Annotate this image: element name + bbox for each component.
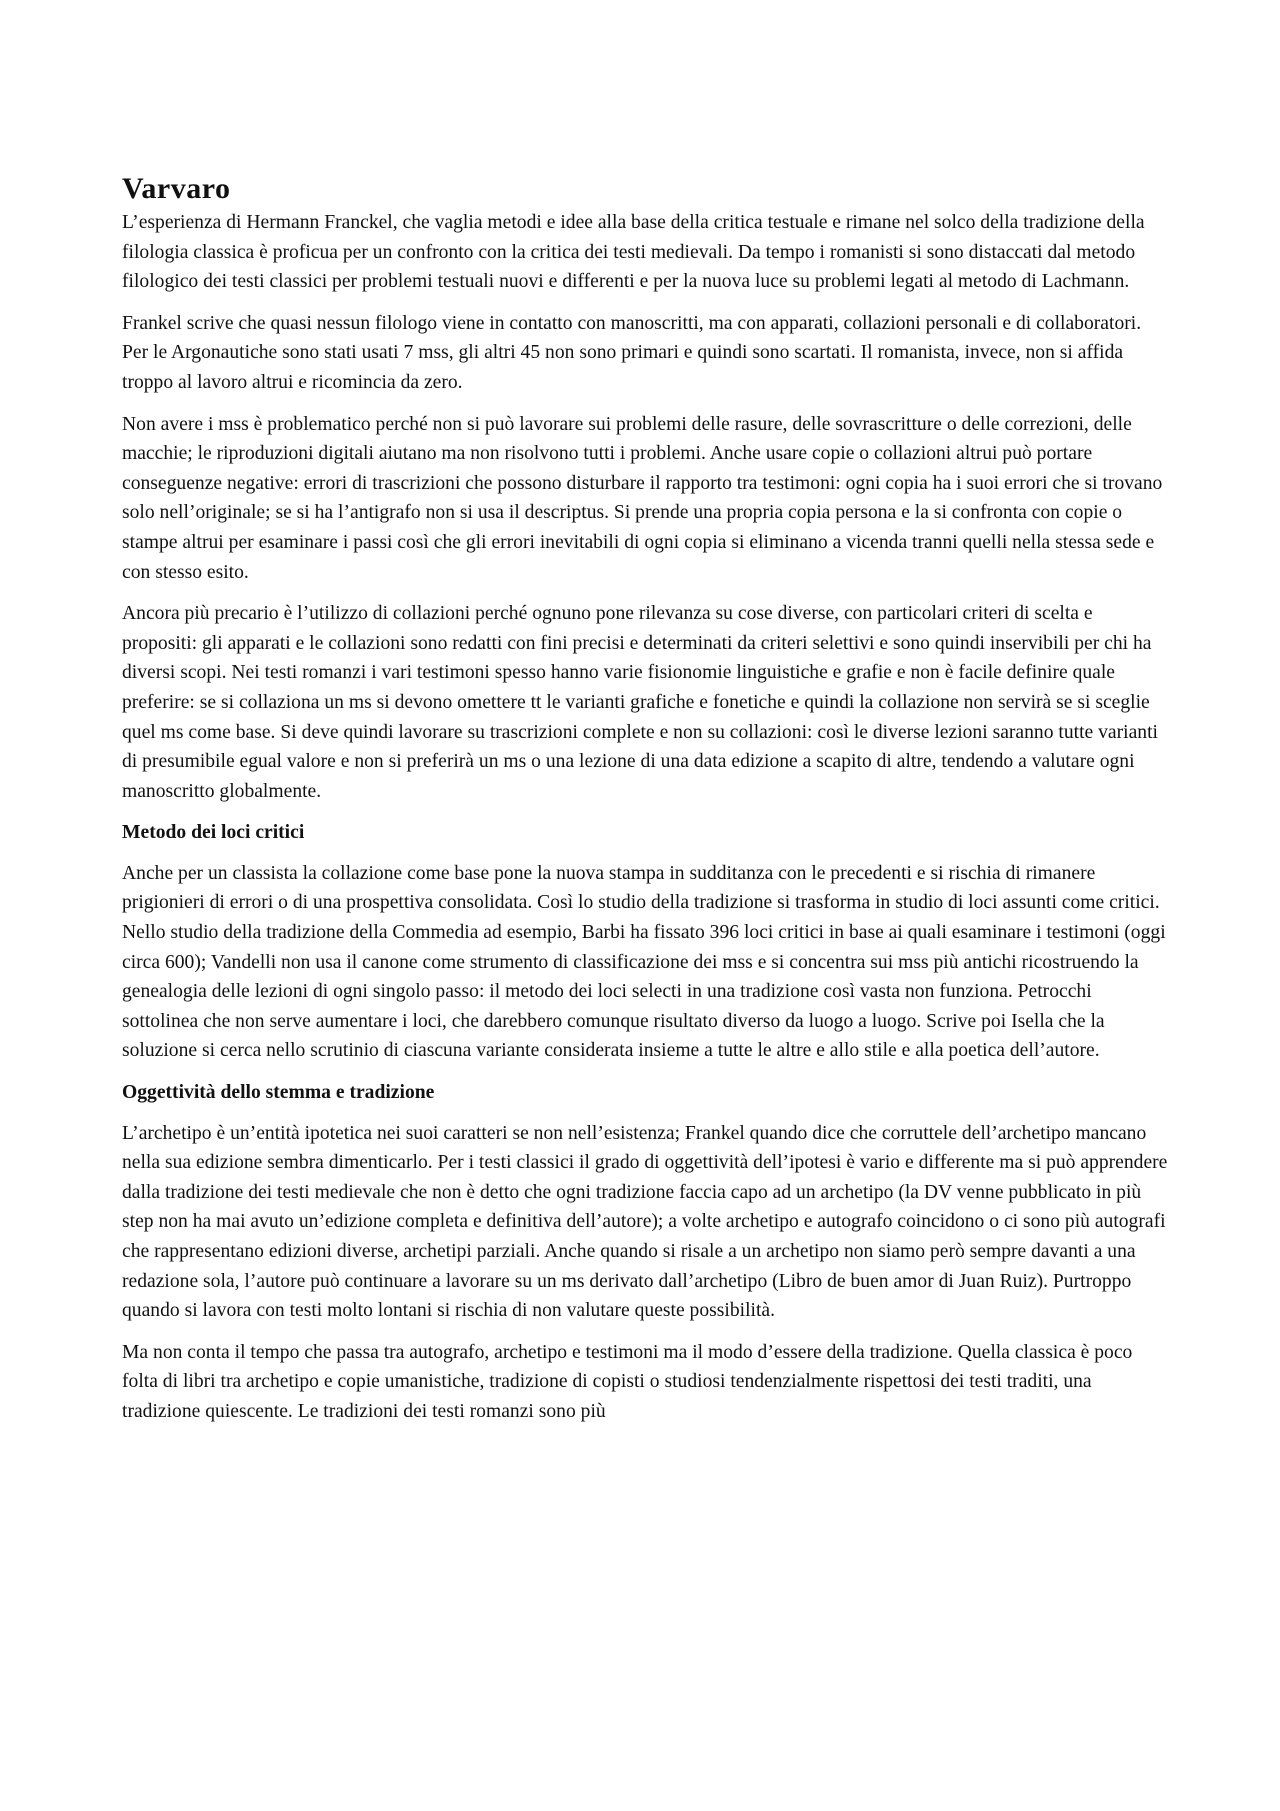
paragraph: Frankel scrive che quasi nessun filologo viene in contatto con manoscritti, ma con apparati, collazioni personali e di collaboratori. Per le Argonautiche sono stati usati 7 mss, gli altri 45 non sono primari e quindi sono scartati. Il romanista, invece, non si affida troppo al lavoro altrui e ricomincia da zero. [122,312,1142,393]
paragraph: Anche per un classista la collazione come base pone la nuova stampa in sudditanza con le precedenti e si rischia di rimanere prigionieri di errori o di una prospettiva consolidata. Così lo studio della tradizione si trasforma in studio di loci assunti come critici. Nello studio della tradizione della Commedia ad esempio, Barbi ha fissato 396 loci critici in base ai quali esaminare i testimoni (oggi circa 600); Vandelli non usa il canone come strumento di classificazione dei mss e si concentra sui mss più antichi ricostruendo la genealogia delle lezioni di ogni singolo passo: il metodo dei loci selecti in una tradizione così vasta non funziona. Petrocchi sottolinea che non serve aumentare i loci, che darebbero comunque risultato diverso da luogo a luogo. Scrive poi Isella che la soluzione si cerca nello scrutinio di ciascuna variante considerata insieme a tutte le altre e allo stile e alla poetica dell’autore. [122,862,1166,1062]
section-heading-loci-critici: Metodo dei loci critici [122,822,305,844]
paragraph: L’esperienza di Hermann Franckel, che vaglia metodi e idee alla base della critica testuale e rimane nel solco della tradizione della filologia classica è proficua per un confronto con la critica dei testi medievali. Da tempo i romanisti si sono distaccati dal metodo filologico dei testi classici per problemi testuali nuovi e differenti e per la nuova luce su problemi legati al metodo di Lachmann. [122,212,1145,293]
paragraph: Ancora più precario è l’utilizzo di collazioni perché ognuno pone rilevanza su cose diverse, con particolari criteri di scelta e propositi: gli apparati e le collazioni sono redatti con fini precisi e determinati da criteri selettivi e sono quindi inservibili per chi ha diversi scopi. Nei testi romanzi i vari testimoni spesso hanno varie fisionomie linguistiche e grafie e non è facile definire quale preferire: se si collaziona un ms si devono omettere tt le varianti grafiche e fonetiche e quindi la collazione non servirà se si sceglie quel ms come base. Si deve quindi lavorare su trascrizioni complete e non su collazioni: così le diverse lezioni saranno tutte varianti di presumibile egual valore e non si preferirà un ms o una lezione di una data edizione a scapito di altre, tendendo a valutare ogni manoscritto globalmente. [122,603,1158,802]
document-title: Varvaro [122,172,231,205]
paragraph: Non avere i mss è problematico perché non si può lavorare sui problemi delle rasure, delle sovrascritture o delle correzioni, delle macchie; le riproduzioni digitali aiutano ma non risolvono tutti i problemi. Anche usare copie o collazioni altrui può portare conseguenze negative: errori di trascrizioni che possono disturbare il rapporto tra testimoni: ogni copia ha i suoi errori che si trovano solo nell’originale; se si ha l’antigrafo non si usa il descriptus. Si prende una propria copia persona e la si confronta con copie o stampe altrui per esaminare i passi così che gli errori inevitabili di ogni copia si eliminano a vicenda tranni quelli nella stessa sede e con stesso esito. [122,413,1163,583]
section-heading-stemma-tradizione: Oggettività dello stemma e tradizione [122,1082,435,1104]
document-page [122,172,1172,1439]
paragraph: L’archetipo è un’entità ipotetica nei suoi caratteri se non nell’esistenza; Frankel quando dice che corruttele dell’archetipo mancano nella sua edizione sembra dimenticarlo. Per i testi classici il grado di oggettività dell’ipotesi è vario e differente ma si può apprendere dalla tradizione dei testi medievale che non è detto che ogni tradizione faccia capo ad un archetipo (la DV venne pubblicato in più step non ha mai avuto un’edizione completa e definitiva dell’autore); a volte archetipo e autografo coincidono o ci sono più autografi che rappresentano edizioni diverse, archetipi parziali. Anche quando si risale a un archetipo non siamo però sempre davanti a una redazione sola, l’autore può continuare a lavorare su un ms derivato dall’archetipo (Libro de buen amor di Juan Ruiz). Purtroppo quando si lavora con testi molto lontani si rischia di non valutare queste possibilità. [122,1122,1168,1322]
paragraph: Ma non conta il tempo che passa tra autografo, archetipo e testimoni ma il modo d’essere della tradizione. Quella classica è poco folta di libri tra archetipo e copie umanistiche, tradizione di copisti o studiosi tendenzialmente rispettosi dei testi traditi, una tradizione quiescente. Le tradizioni dei testi romanzi sono più [122,1341,1133,1422]
